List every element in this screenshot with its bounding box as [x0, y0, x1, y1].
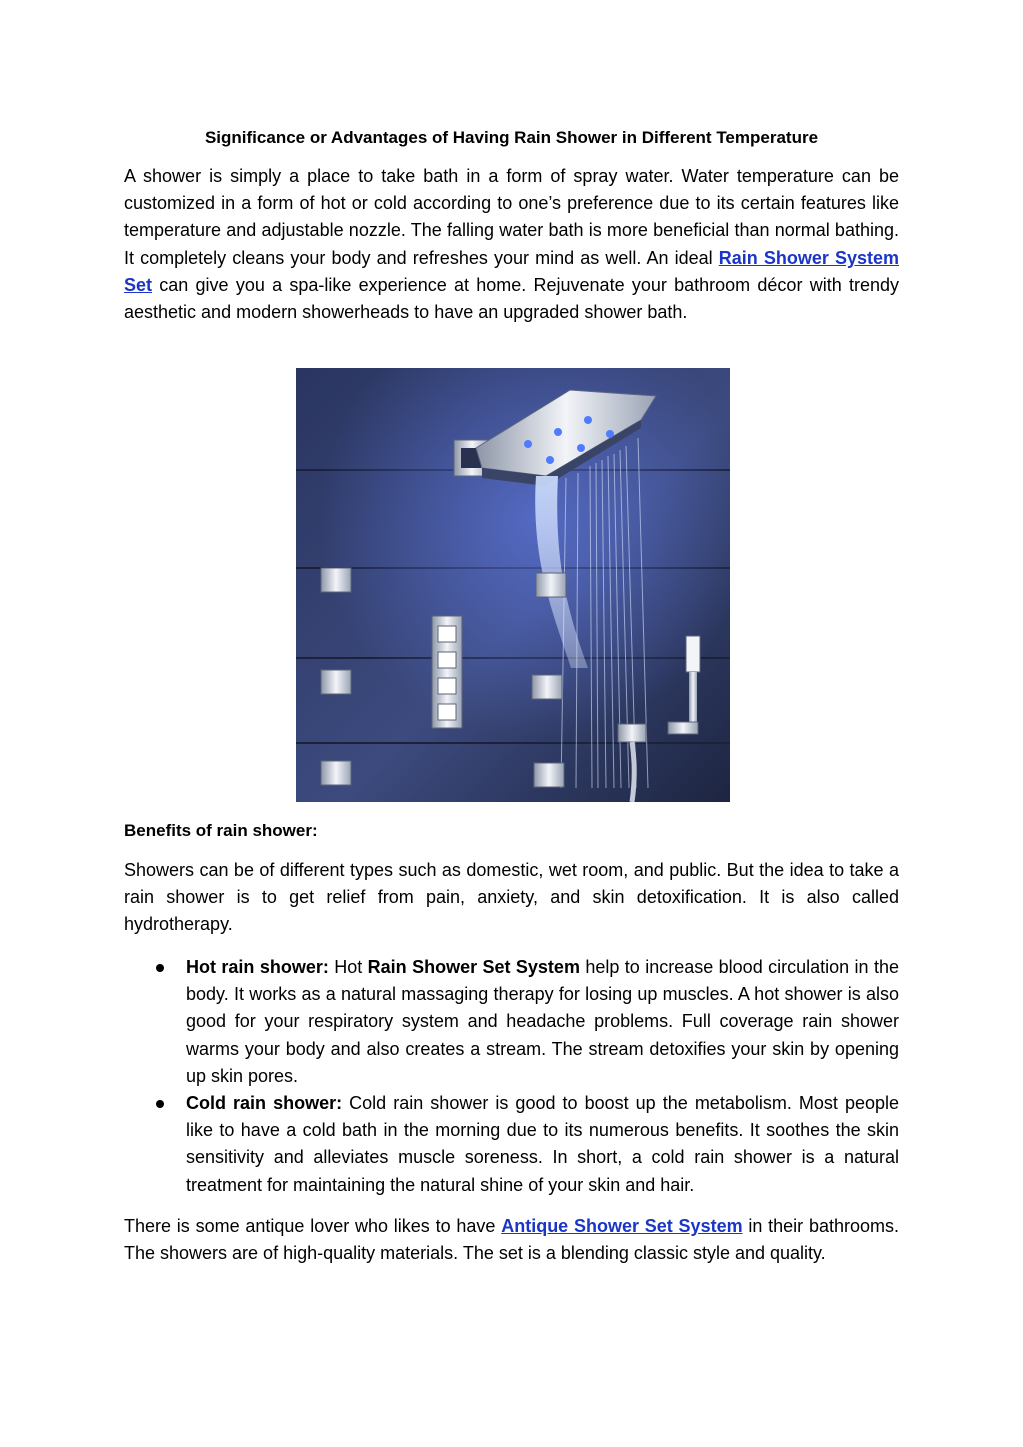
antique-shower-set-system-link[interactable]: Antique Shower Set System — [501, 1216, 743, 1236]
cold-rain-text: Cold rain shower is good to boost up the metabolism. Most people like to have a cold bath in the morning due to its numerous benefits. It soothes the skin sensitivity and alleviates muscle soreness. In short, a cold rain shower is a natural treatment for maintaining the natural shine of your skin and hair. — [186, 1093, 900, 1195]
rain-shower-product-image — [296, 368, 730, 802]
bullet-icon — [156, 1100, 164, 1108]
hot-rain-label: Hot rain shower: — [186, 957, 329, 977]
closing-paragraph — [124, 1213, 899, 1267]
hot-rain-prefix: Hot — [328, 957, 368, 977]
hot-rain-text: help to increase blood circulation in the body. It works as a natural massaging therapy for losing up muscles. A hot shower is also good for your respiratory system and headache problems. Full coverage rain shower warms your body and also creates a stream. The stream detoxifies your skin by opening up skin pores. — [186, 957, 899, 1086]
intro-text-before: A shower is simply a place to take bath in a form of spray water. Water temperature can be customized in a form of hot or cold according to one’s preference due to its certain features like temperature and adjustable nozzle. The falling water bath is more beneficial than normal bathing. It completely cleans your body and refreshes your mind as well. An ideal — [124, 166, 899, 268]
list-item-hot-rain-shower — [124, 954, 899, 1090]
closing-text-before: There is some antique lover who likes to have — [124, 1216, 502, 1236]
list-item-cold-rain-shower — [124, 1090, 899, 1199]
cold-rain-label: Cold rain shower: — [186, 1093, 343, 1114]
intro-paragraph — [124, 163, 899, 326]
benefits-list — [124, 954, 899, 1199]
benefits-intro-paragraph: Showers can be of different types such as domestic, wet room, and public. But the idea to take a rain shower is to get relief from pain, anxiety, and skin detoxification. It is also called hydrotherapy. — [124, 860, 899, 935]
document-title: Significance or Advantages of Having Rain Shower in Different Temperature — [204, 128, 819, 147]
intro-text-after: can give you a spa-like experience at home. Rejuvenate your bathroom décor with trendy aesthetic and modern showerheads to have an upgraded shower bath. — [124, 274, 899, 323]
rain-shower-system-set-link[interactable]: Rain Shower System Set — [124, 247, 899, 295]
bullet-icon — [156, 964, 164, 972]
benefits-heading: Benefits of rain shower: — [124, 821, 318, 840]
rain-shower-set-system-phrase: Rain Shower Set System — [367, 957, 580, 977]
closing-text-after: in their bathrooms. The showers are of high-quality materials. The set is a blending classic style and quality. — [124, 1216, 900, 1264]
